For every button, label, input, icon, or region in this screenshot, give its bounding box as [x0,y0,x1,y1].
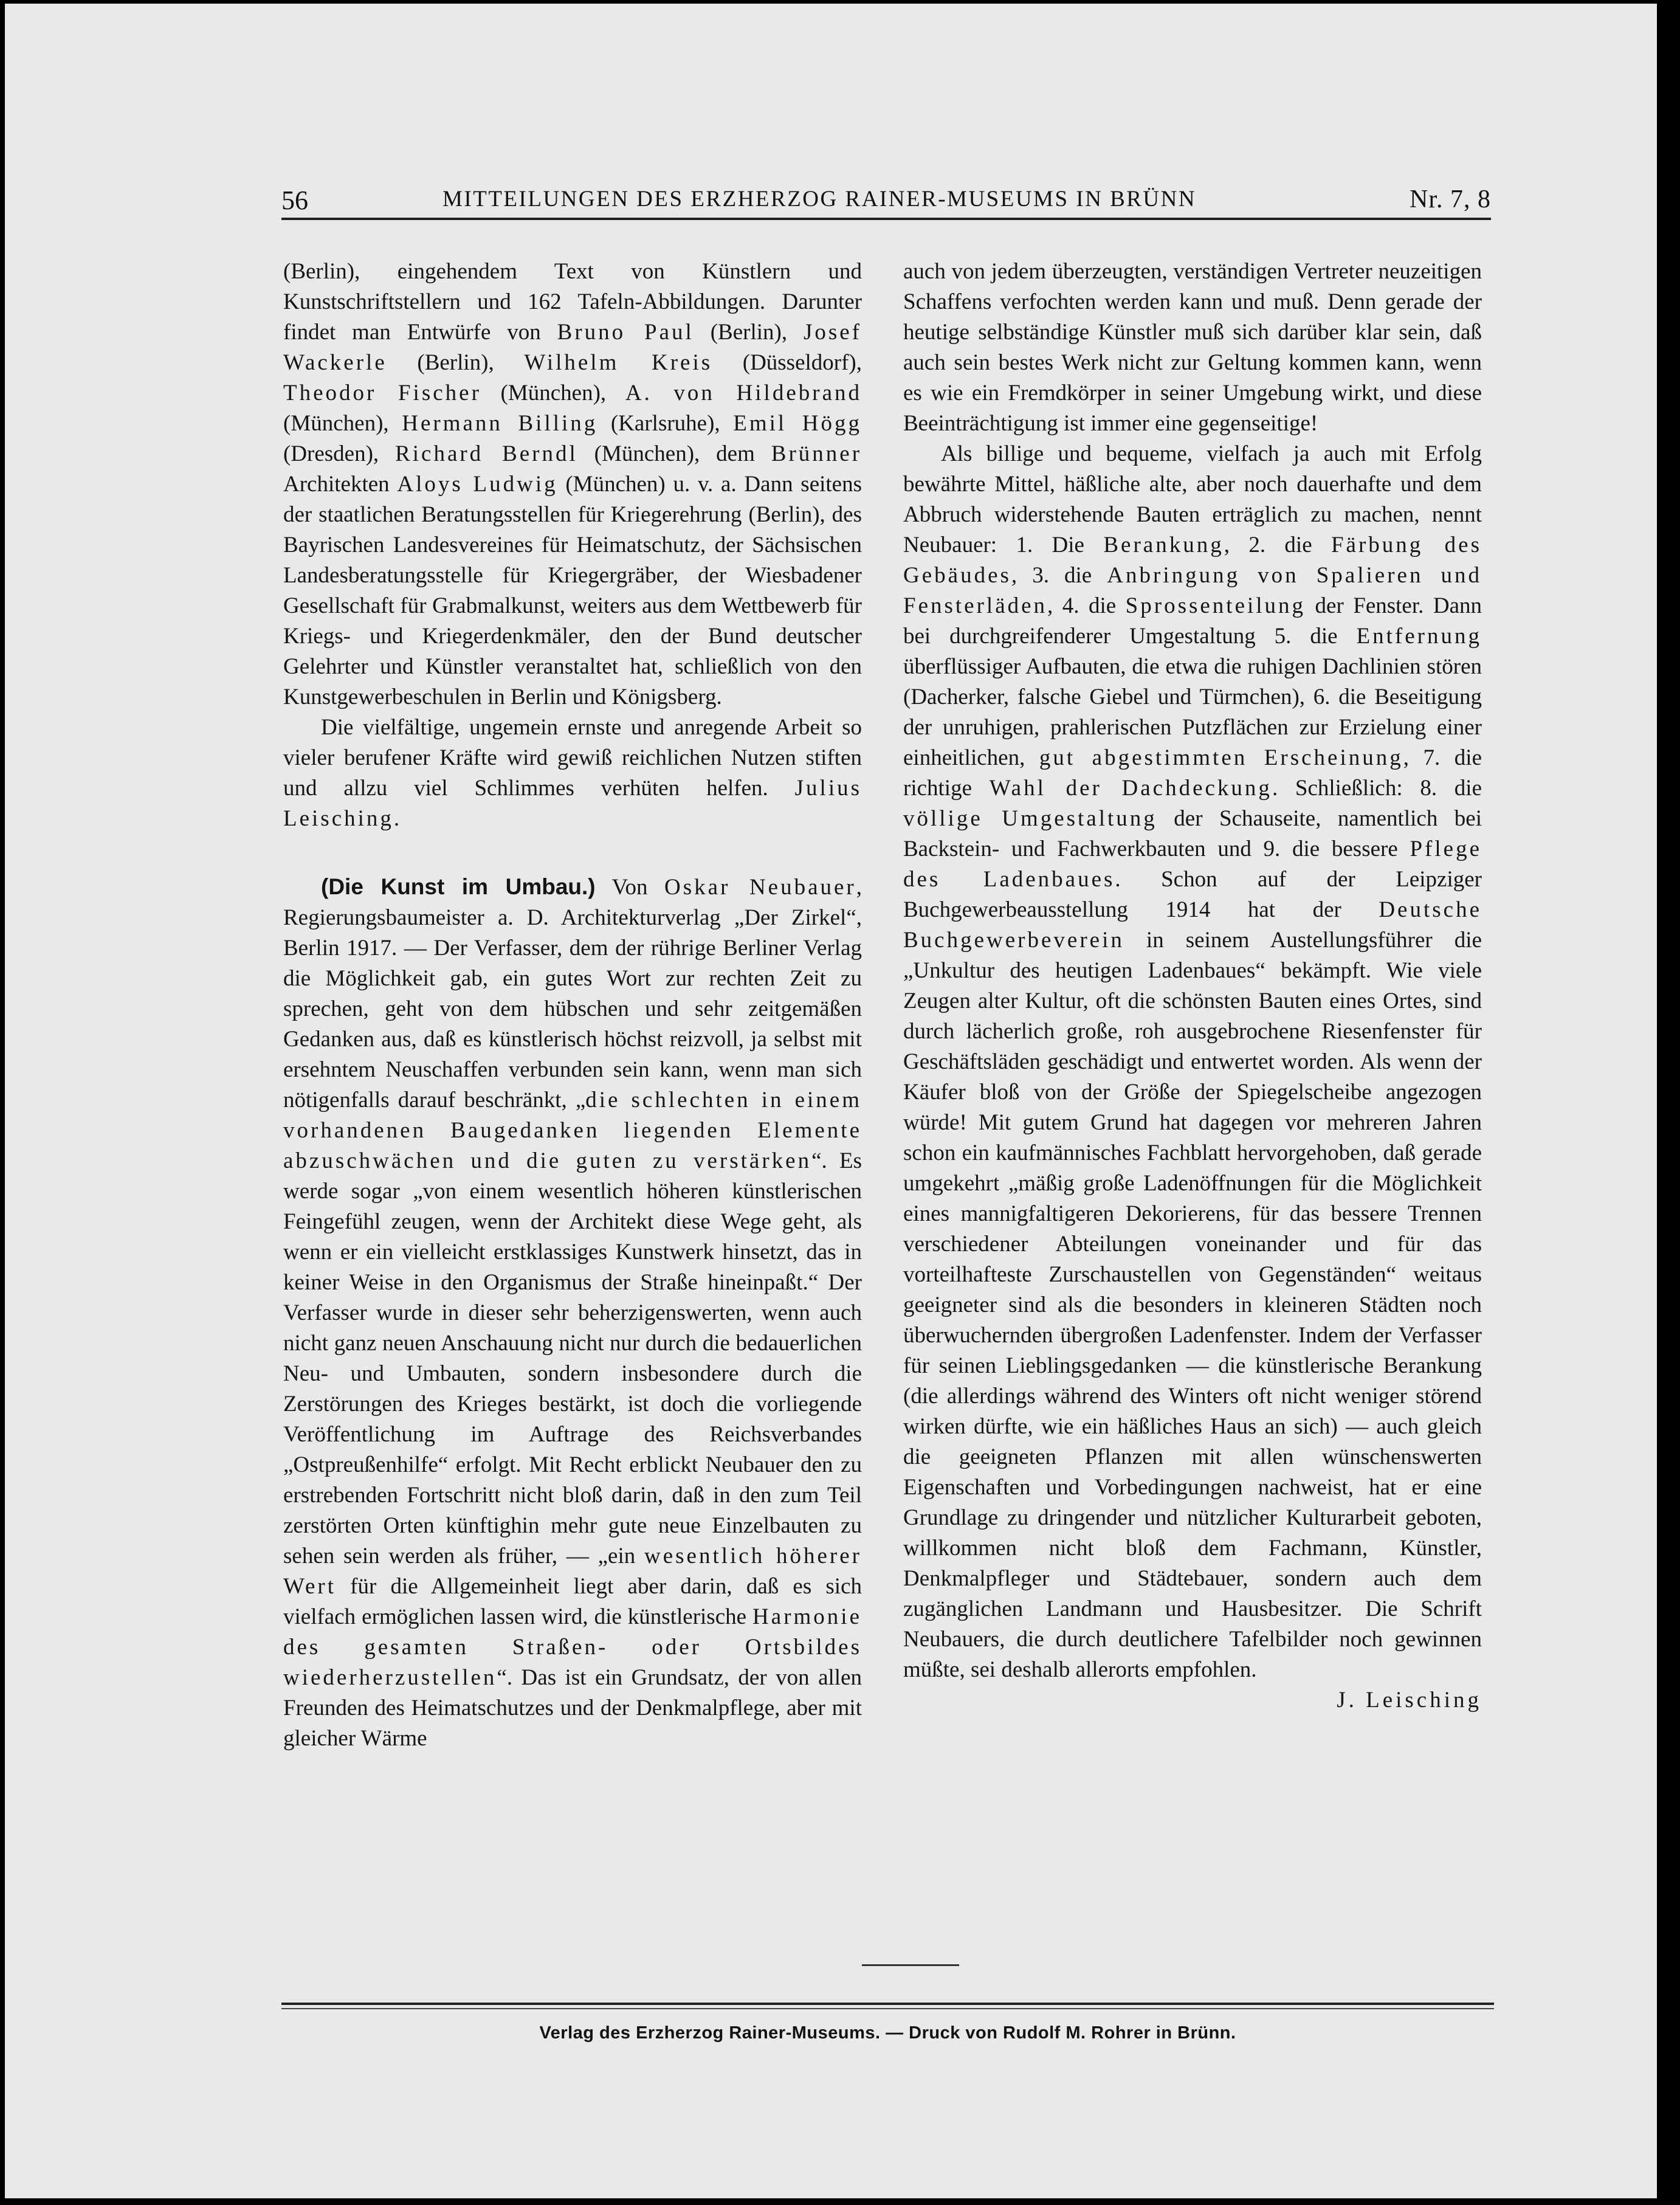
journal-title: MITTEILUNGEN DES ERZHERZOG RAINER-MUSEUMS IN BRÜNN [442,187,1197,212]
paragraph: Als billige und bequeme, vielfach ja auch mit Erfolg bewährte Mittel, häßliche alte, aber noch dauerhafte und dem Abbruch widerstehende Bauten erträglich zu machen, nennt Neubauer: 1. Die Berankung, 2. die Färbung des Gebäudes, 3. die Anbringung von Spalieren und Fensterläden, 4. die Sprossenteilung der Fenster. Dann bei durchgreifenderer Umgestaltung 5. die Entfernung überflüssiger Aufbauten, die etwa die ruhigen Dachlinien stören (Dacherker, falsche Giebel und Türmchen), 6. die Beseitigung der unruhigen, prahlerischen Putzflächen zur Erzielung einer einheitlichen, gut abgestimmten Erscheinung, 7. die richtige Wahl der Dachdeckung. Schließlich: 8. die völlige Umgestaltung der Schauseite, namentlich bei Backstein- und Fachwerkbauten und 9. die bessere Pflege des Ladenbaues. Schon auf der Leipziger Buchgewerbeausstellung 1914 hat der Deutsche Buchgewerbeverein in seinem Austellungsführer die „Unkultur des heutigen Ladenbaues“ bekämpft. Wie viele Zeugen alter Kultur, oft die schönsten Bauten eines Ortes, sind durch lächerlich große, roh ausgebrochene Riesenfenster für Geschäftsläden geschädigt und entwertet worden. Als wenn der Käufer bloß von der Größe der Spiegelscheibe angezogen würde! Mit gutem Grund hat dagegen vor mehreren Jahren schon ein kaufmännisches Fachblatt hervorgehoben, daß gerade umgekehrt „mäßig große Ladenöffnungen für die Möglichkeit eines mannigfaltigeren Dekorierens, für das bessere Trennen verschiedener Abteilungen voneinander und für das vorteilhafteste Zurschaustellen von Gegenständen“ weitaus geeigneter sind als die besonders in kleineren Städten noch überwuchernden übergroßen Ladenfenster. Indem der Verfasser für seinen Lieblingsgedanken — die künstlerische Berankung (die allerdings während des Winters oft nicht weniger störend wirken dürfte, wie ein häßliches Haus an sich) — auch gleich die geeigneten Pflanzen mit allen wünschenswerten Eigenschaften und Vorbedingungen nachweist, hat er eine Grundlage zu dringender und nützlicher Kulturarbeit geboten, willkommen nicht bloß dem Fachmann, Künstler, Denkmalpfleger und Städtebauer, sondern auch dem zugänglichen Landmann und Hausbesitzer. Die Schrift Neubauers, die durch deutlichere Tafelbilder noch gewinnen müßte, sei deshalb allerorts empfohlen. [903,441,1482,1682]
issue-number: Nr. 7, 8 [1410,185,1491,213]
signature: J. Leisching [1337,1688,1482,1713]
paragraph: Die vielfältige, ungemein ernste und anregende Arbeit so vieler berufener Kräfte wird gewiß reichlichen Nutzen stiften und allzu viel Schlimmes verhüten helfen. Julius Leisching. [283,715,862,831]
header-rule [281,218,1491,220]
review-paragraph: (Die Kunst im Umbau.) Von Oskar Neubauer, Regierungsbaumeister a. D. Architekturverlag „Der Zirkel“, Berlin 1917. — Der Verfasser, dem der rührige Berliner Verlag die Möglichkeit gab, ein gutes Wort zur rechten Zeit zu sprechen, geht von dem hübschen und sehr zeitgemäßen Gedanken aus, daß es künstlerisch höchst reizvoll, ja selbst mit ersehntem Neuschaffen verbunden sein kann, wenn man sich nötigenfalls darauf beschränkt, „die schlechten in einem vorhandenen Baugedanken liegenden Elemente abzuschwächen und die guten zu verstärken“. Es werde sogar „von einem wesentlich höheren künstlerischen Feingefühl zeugen, wenn der Architekt diese Wege geht, als wenn er ein vielleicht erstklassiges Kunstwerk hinsetzt, das in keiner Weise in den Organismus der Straße hineinpaßt.“ Der Verfasser wurde in dieser sehr beherzigenswerten, wenn auch nicht ganz neuen Anschauung nicht nur durch die bedauerlichen Neu- und Umbauten, sondern insbesondere durch die Zerstörungen des Krieges bestärkt, ist doch die vorliegende Veröffentlichung im Auftrage des Reichsverbandes „Ostpreußenhilfe“ erfolgt. Mit Recht erblickt Neubauer den zu erstrebenden Fortschritt nicht bloß darin, daß in den zum Teil zerstörten Orten künftighin mehr gute neue Einzelbauten zu sehen sein werden als früher, — „ein wesentlich höherer Wert für die Allgemeinheit liegt aber darin, daß es sich vielfach ermöglichen lassen wird, die künstlerische Harmonie des gesamten Straßen- oder Ortsbildes wiederherzustellen“. Das ist ein Grundsatz, der von allen Freunden des Heimatschutzes und der Denkmalpflege, aber mit gleicher Wärme [283,874,862,1751]
footer-rule [281,2003,1494,2005]
end-rule [862,1964,959,1966]
footer-rule-thin [281,2008,1494,2009]
review-title: (Die Kunst im Umbau.) [321,874,596,899]
imprint: Verlag des Erzherzog Rainer-Museums. — Druck von Rudolf M. Rohrer in Brünn. [539,2023,1236,2043]
right-column [903,257,1482,1716]
left-column [283,257,862,1754]
running-header [281,185,1491,223]
page [5,4,1657,2198]
paragraph: auch von jedem überzeugten, verständigen Vertreter neuzeitigen Schaffens verfochten werden kann und muß. Denn gerade der heutige selbständige Künstler muß sich darüber klar sein, daß auch sein bestes Werk nicht zur Geltung kommen kann, wenn es wie ein Fremdkörper in seiner Umgebung wirkt, und diese Beeinträchtigung ist immer eine gegenseitige! [903,259,1482,436]
signature: Julius Leisching. [283,776,862,831]
paragraph: (Berlin), eingehendem Text von Künstlern und Kunstschriftstellern und 162 Tafeln-Abbildungen. Darunter findet man Entwürfe von Bruno Paul (Berlin), Josef Wackerle (Berlin), Wilhelm Kreis (Düsseldorf), Theodor Fischer (München), A. von Hildebrand (München), Hermann Billing (Karlsruhe), Emil Högg (Dresden), Richard Berndl (München), dem Brünner Architekten Aloys Ludwig (München) u. v. a. Dann seitens der staatlichen Beratungsstellen für Kriegerehrung (Berlin), des Bayrischen Landesvereines für Heimatschutz, der Sächsischen Landesberatungsstelle für Kriegergräber, der Wiesbadener Gesellschaft für Grabmalkunst, weiters aus dem Wettbewerb für Kriegs- und Kriegerdenkmäler, den der Bund deutscher Gelehrter und Künstler veranstaltet hat, schließlich von den Kunstgewerbeschulen in Berlin und Königsberg. [283,259,862,709]
page-number: 56 [281,185,308,215]
